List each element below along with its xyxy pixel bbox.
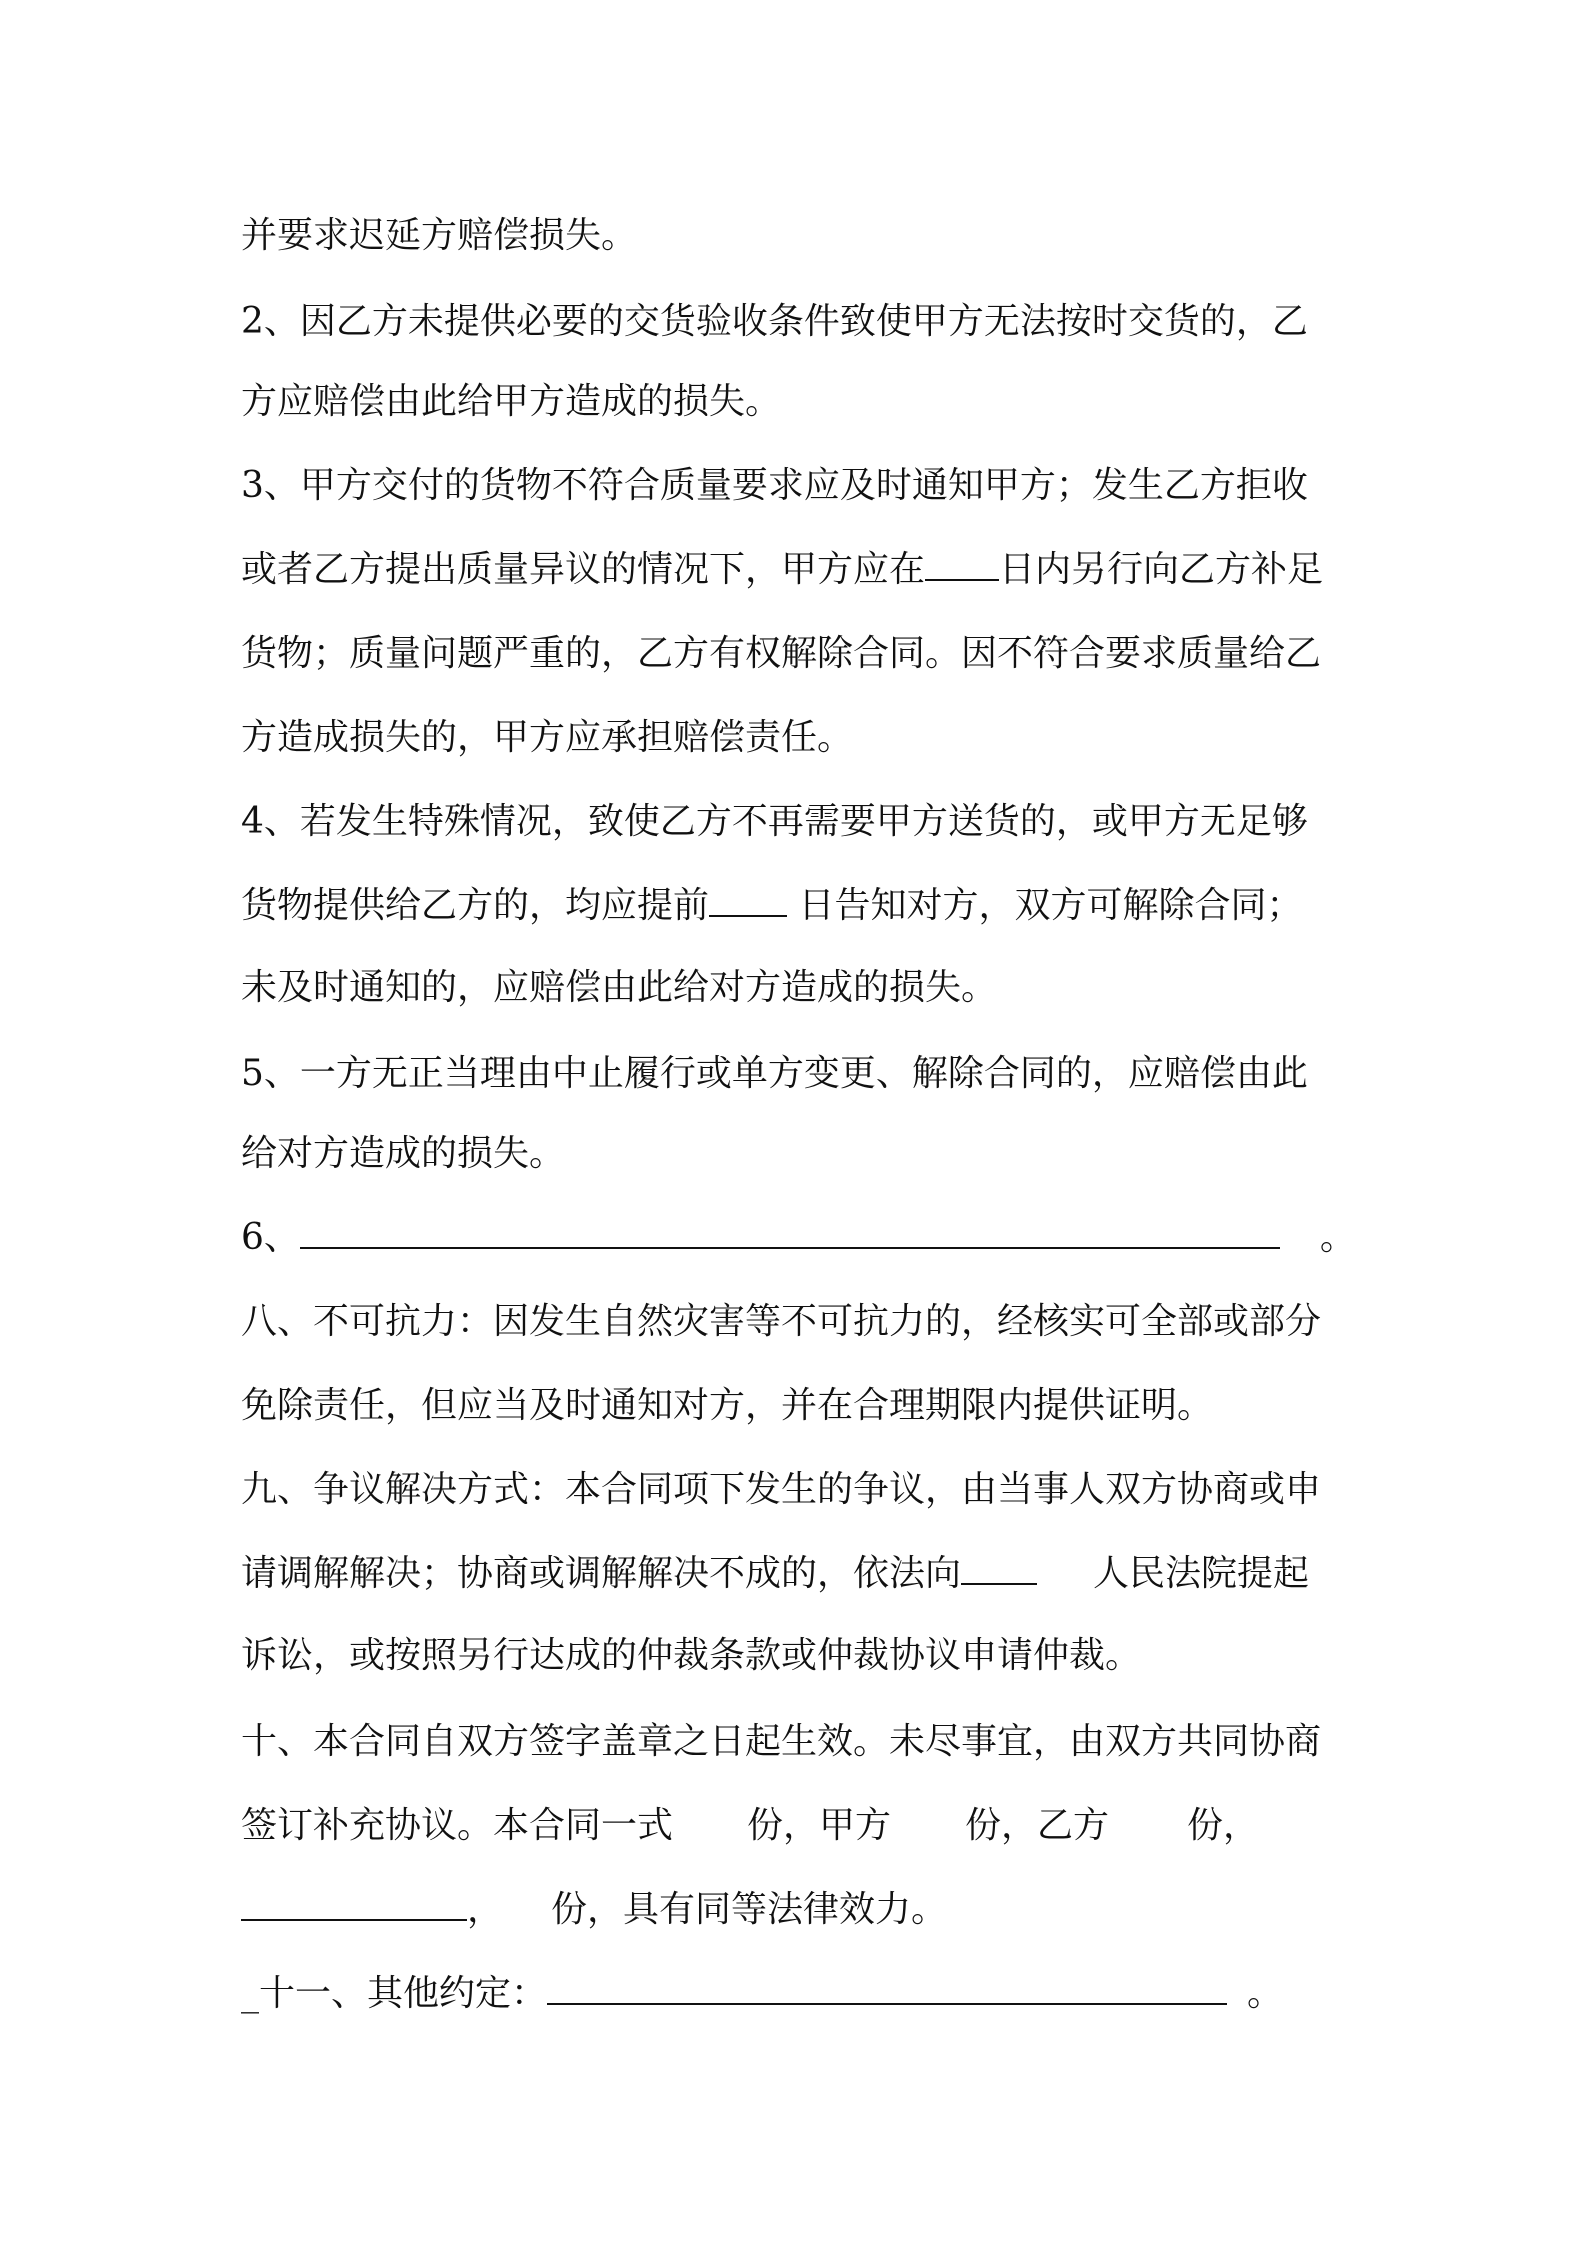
text-line <box>241 1544 1309 1604</box>
text-segment: 份，乙方 <box>965 1805 1110 1846</box>
text-line: 九、争议解决方式：本合同项下发生的争议，由当事人双方协商或申 <box>241 1469 1322 1510</box>
text-segment: ， <box>467 1889 504 1930</box>
fill-in-blank <box>709 879 787 917</box>
text-segment: 或者乙方提出质量异议的情况下，甲方应在 <box>241 549 926 590</box>
text-line <box>241 1208 1356 1268</box>
text-segment: 。 <box>1247 1973 1284 2014</box>
text-line: 4、若发生特殊情况，致使乙方不再需要甲方送货的，或甲方无足够 <box>241 801 1308 842</box>
text-line: 3、甲方交付的货物不符合质量要求应及时通知甲方；发生乙方拒收 <box>241 465 1308 506</box>
text-line: 给对方造成的损失。 <box>241 1133 566 1174</box>
text-line: 并要求迟延方赔偿损失。 <box>241 215 638 256</box>
text-line <box>241 876 1302 936</box>
text-line: 免除责任，但应当及时通知对方，并在合理期限内提供证明。 <box>241 1385 1214 1426</box>
text-segment: 签订补充协议。本合同一式 <box>241 1805 674 1846</box>
text-segment: 日内另行向乙方补足 <box>999 549 1324 590</box>
text-segment: 日告知对方，双方可解除合同； <box>787 885 1303 926</box>
text-segment: 请调解解决；协商或调解解决不成的，依法向 <box>241 1553 962 1594</box>
fill-in-blank <box>547 1967 1227 2005</box>
text-line: 方造成损失的，甲方应承担赔偿责任。 <box>241 717 854 758</box>
text-segment: 货物提供给乙方的，均应提前 <box>241 885 710 926</box>
text-line: 诉讼，或按照另行达成的仲裁条款或仲裁协议申请仲裁。 <box>241 1635 1142 1676</box>
text-line: 未及时通知的，应赔偿由此给对方造成的损失。 <box>241 967 998 1008</box>
text-line <box>241 1880 947 1940</box>
text-segment: 。 <box>1319 1217 1356 1258</box>
text-line <box>241 1796 1259 1856</box>
fill-in-blank <box>961 1547 1037 1585</box>
text-segment: 6、 <box>241 1217 300 1258</box>
text-line: 十、本合同自双方签字盖章之日起生效。未尽事宜，由双方共同协商 <box>241 1721 1322 1762</box>
text-segment: 人民法院提起 <box>1093 1553 1310 1594</box>
text-segment: 份，具有同等法律效力。 <box>551 1889 948 1930</box>
fill-in-blank <box>300 1211 1280 1249</box>
text-segment: _十一、其他约定： <box>241 1973 548 2014</box>
text-line: 5、一方无正当理由中止履行或单方变更、解除合同的，应赔偿由此 <box>241 1053 1308 1094</box>
text-line <box>241 540 1323 600</box>
text-line: 八、不可抗力：因发生自然灾害等不可抗力的，经核实可全部或部分 <box>241 1301 1322 1342</box>
text-segment: 份， <box>1187 1805 1260 1846</box>
fill-in-blank <box>925 543 999 581</box>
text-line: 货物；质量问题严重的，乙方有权解除合同。因不符合要求质量给乙 <box>241 633 1322 674</box>
text-line: 方应赔偿由此给甲方造成的损失。 <box>241 381 782 422</box>
fill-in-blank <box>241 1883 467 1921</box>
text-segment: 份，甲方 <box>747 1805 892 1846</box>
text-line <box>241 1964 1283 2024</box>
text-line: 2、因乙方未提供必要的交货验收条件致使甲方无法按时交货的，乙 <box>241 301 1308 342</box>
